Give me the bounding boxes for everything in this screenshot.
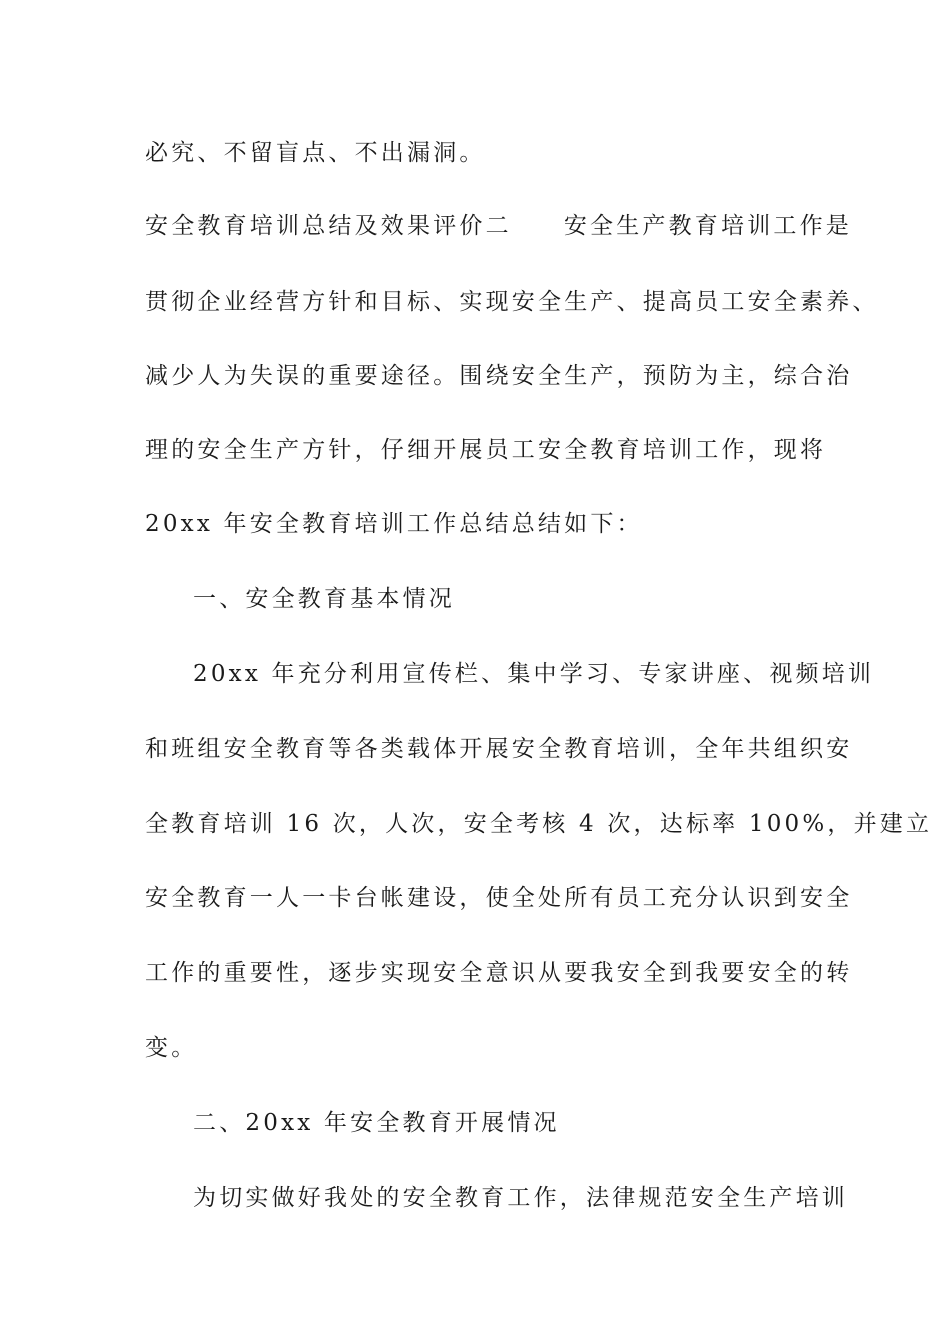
text-line-3: 贯彻企业经营方针和目标、实现安全生产、提高员工安全素养、 [145, 289, 879, 315]
text-line-8: 20xx 年充分利用宣传栏、集中学习、专家讲座、视频培训 [193, 661, 875, 687]
text-line-1: 必究、不留盲点、不出漏洞。 [145, 140, 486, 166]
section-heading-1: 一、安全教育基本情况 [193, 586, 455, 612]
text-line-12: 工作的重要性，逐步实现安全意识从要我安全到我要安全的转 [145, 960, 853, 986]
text-line-9: 和班组安全教育等各类载体开展安全教育培训，全年共组织安 [145, 736, 853, 762]
text-line-11: 安全教育一人一卡台帐建设，使全处所有员工充分认识到安全 [145, 885, 853, 911]
text-line-15: 为切实做好我处的安全教育工作，法律规范安全生产培训 [193, 1185, 848, 1211]
text-line-2 [145, 211, 852, 241]
text-line-4: 减少人为失误的重要途径。围绕安全生产，预防为主，综合治 [145, 363, 853, 389]
text-line-13: 变。 [145, 1035, 198, 1061]
text-line-5: 理的安全生产方针，仔细开展员工安全教育培训工作，现将 [145, 437, 827, 463]
section-heading-2: 二、20xx 年安全教育开展情况 [193, 1110, 560, 1136]
section-title-two: 安全教育培训总结及效果评价二 [145, 213, 512, 239]
paragraph-start: 安全生产教育培训工作是 [563, 213, 853, 239]
text-line-10: 全教育培训 16 次，人次，安全考核 4 次，达标率 100%，并建立 [145, 811, 933, 837]
text-line-6: 20xx 年安全教育培训工作总结总结如下： [145, 511, 643, 537]
